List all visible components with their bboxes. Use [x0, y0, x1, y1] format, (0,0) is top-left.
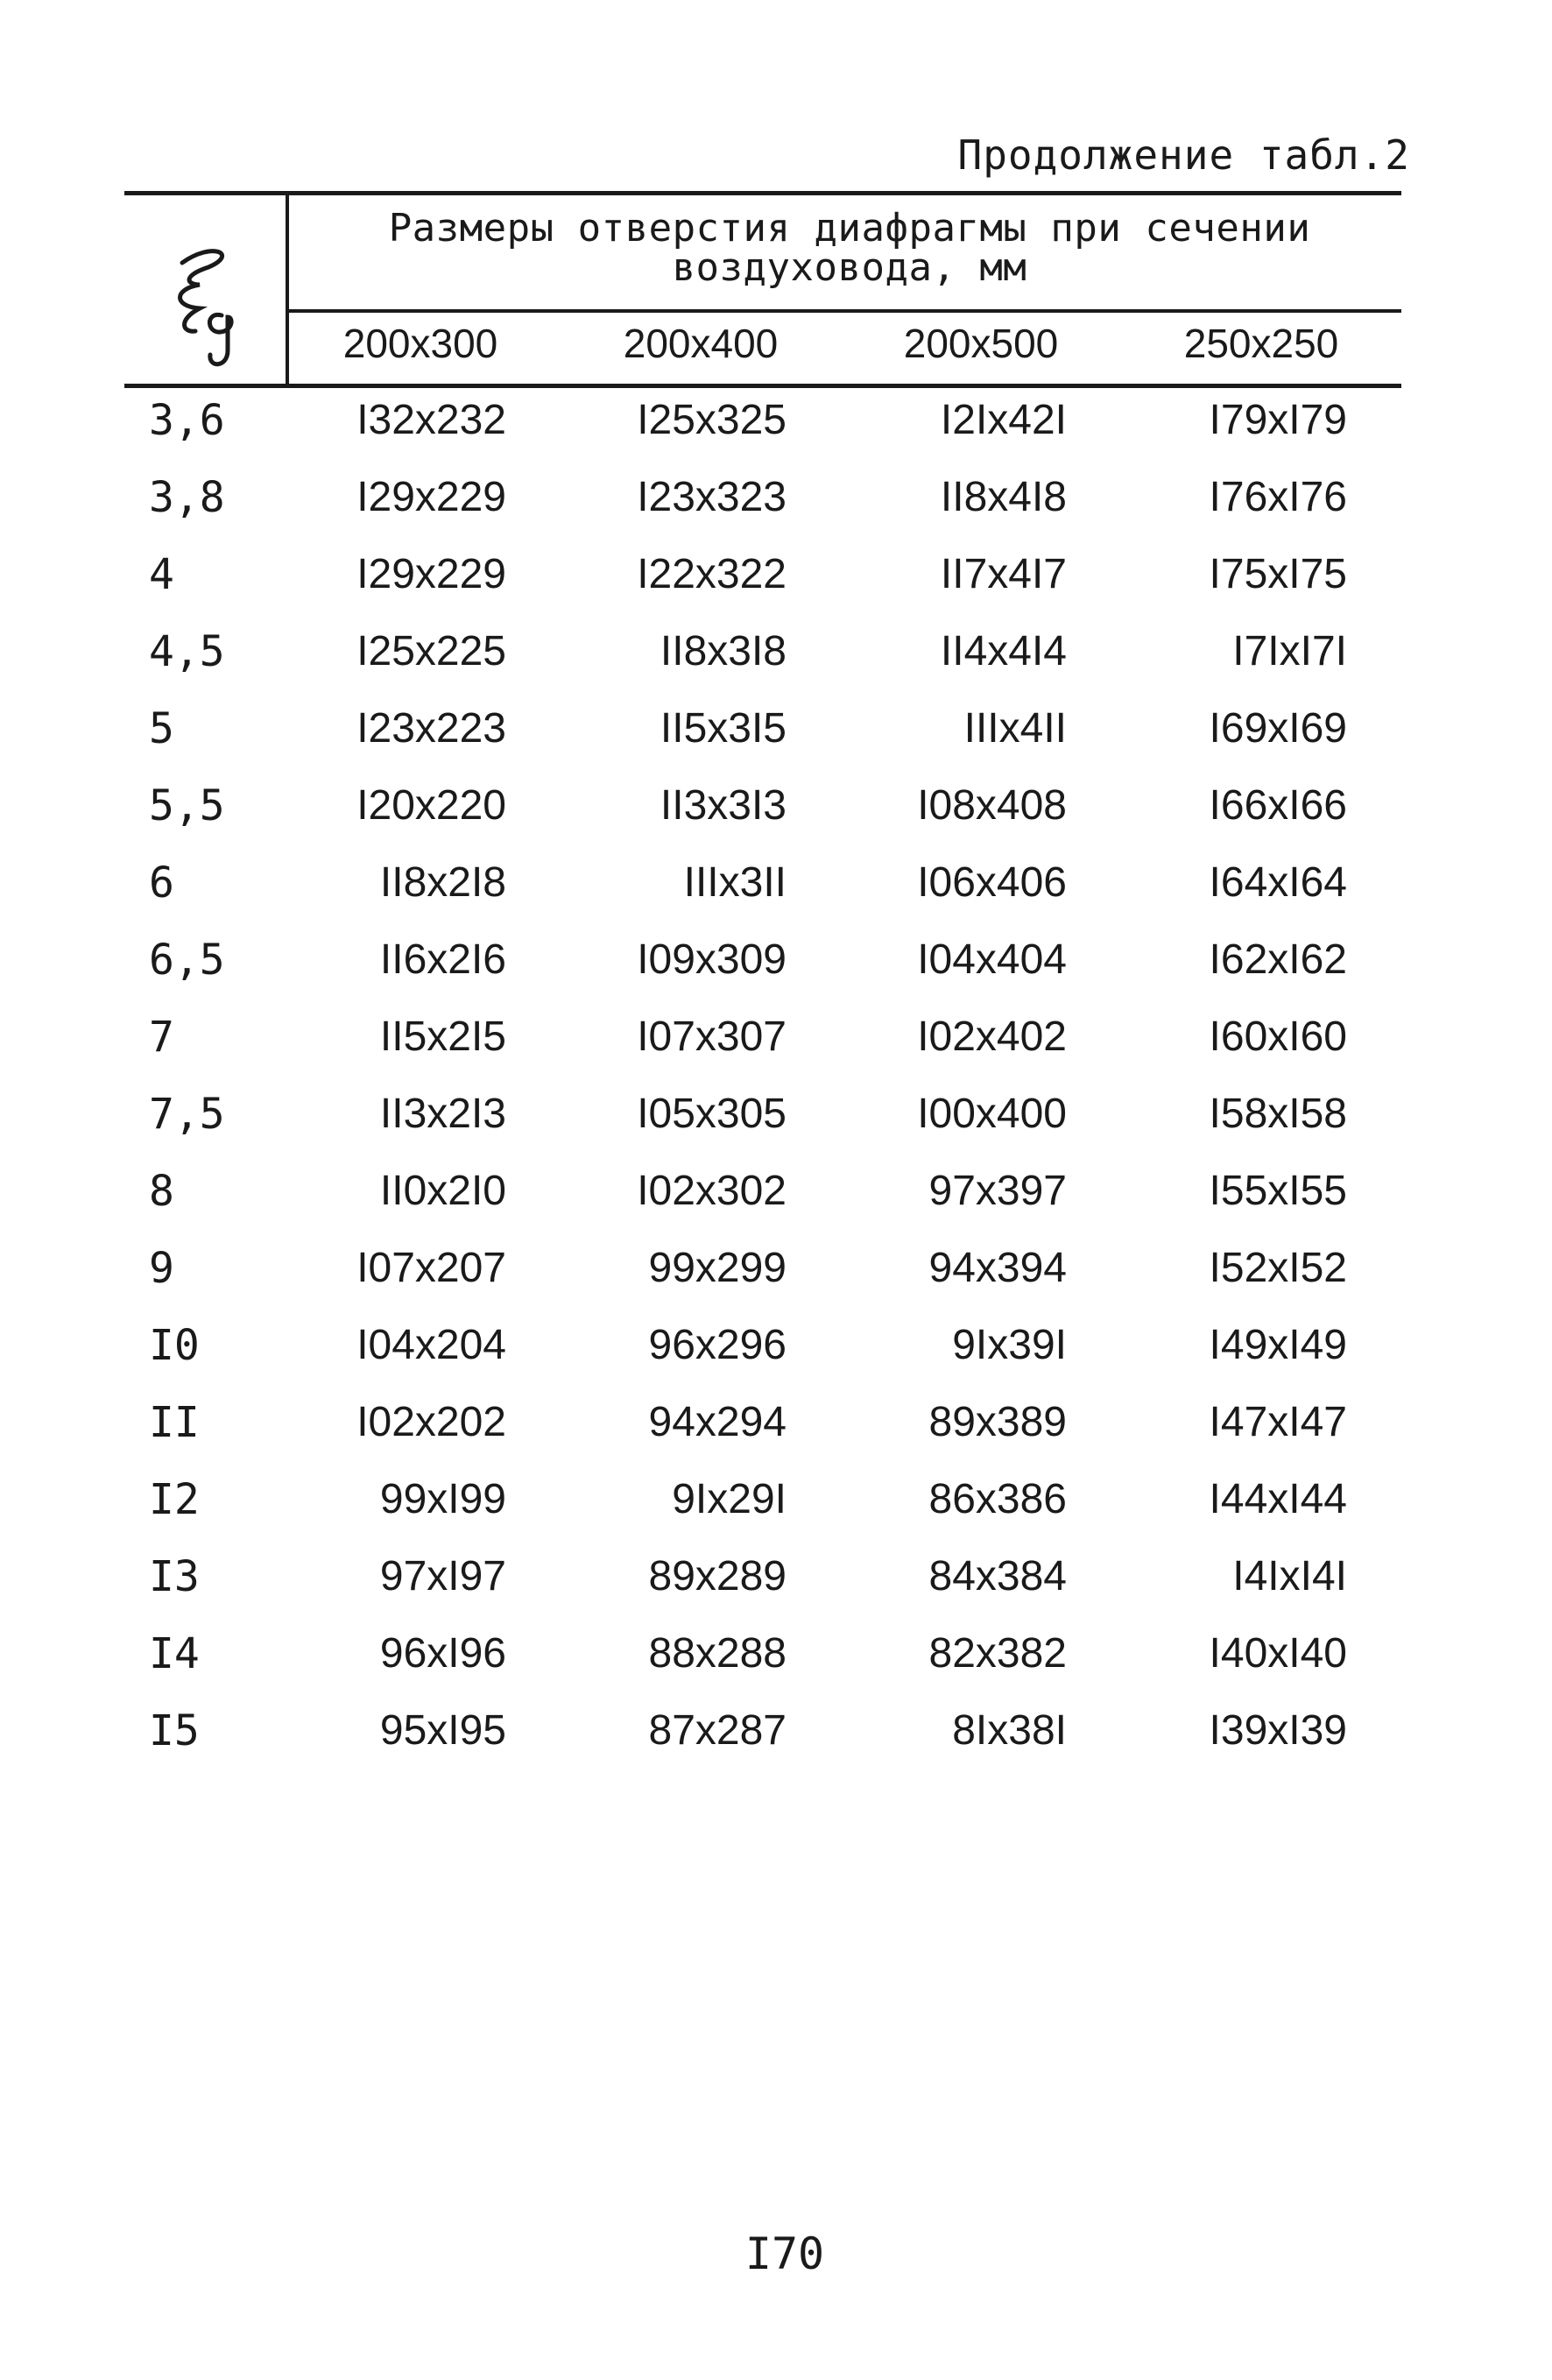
table-cell: 97x397	[928, 1168, 1067, 1214]
table-cell: I22x322	[637, 551, 787, 597]
table-cell: 96x296	[648, 1322, 787, 1368]
row-coefficient: I5	[149, 1706, 200, 1755]
table-cell: 9Ix29I	[672, 1476, 787, 1522]
column-header: 200x400	[623, 321, 779, 366]
row-coefficient: 7	[149, 1013, 174, 1062]
table-cell: I40xI40	[1209, 1630, 1347, 1677]
table-row	[0, 855, 1552, 932]
table-cell: 82x382	[928, 1630, 1067, 1677]
row-coefficient: 3,6	[149, 396, 225, 445]
table-cell: I02x302	[637, 1168, 787, 1214]
table-row	[0, 1626, 1552, 1703]
header-divider-rule	[287, 309, 1401, 313]
table-row	[0, 547, 1552, 624]
table-cell: I09x309	[637, 936, 787, 983]
row-coefficient: 8	[149, 1167, 174, 1216]
table-cell: I69xI69	[1209, 705, 1347, 752]
table-cell: II3x2I3	[379, 1091, 506, 1137]
table-cell: I52xI52	[1209, 1245, 1347, 1291]
table-row	[0, 624, 1552, 701]
table-cell: 97xI97	[379, 1553, 506, 1600]
table-cell: I58xI58	[1209, 1091, 1347, 1137]
table-cell: II3x3I3	[660, 782, 787, 829]
table-cell: I25x325	[637, 397, 787, 443]
table-row	[0, 778, 1552, 855]
table-cell: I07x207	[356, 1245, 506, 1291]
table-cell: II7x4I7	[940, 551, 1067, 597]
row-coefficient: 4	[149, 550, 174, 599]
table-cell: II5x3I5	[660, 705, 787, 752]
table-cell: 89x389	[928, 1399, 1067, 1445]
table-cell: 87x287	[648, 1707, 787, 1754]
table-row	[0, 1317, 1552, 1395]
continuation-title: Продолжение табл.2	[957, 131, 1410, 179]
table-row	[0, 392, 1552, 470]
table-row	[0, 1472, 1552, 1549]
column-header: 250x250	[1183, 321, 1339, 366]
table-cell: 94x294	[648, 1399, 787, 1445]
table-cell: 96xI96	[379, 1630, 506, 1677]
row-coefficient: 6	[149, 858, 174, 908]
table-cell: I44xI44	[1209, 1476, 1347, 1522]
row-coefficient: 4,5	[149, 627, 225, 676]
table-cell: II8x3I8	[660, 628, 787, 674]
table-cell: 8Ix38I	[952, 1707, 1067, 1754]
table-cell: I20x220	[356, 782, 506, 829]
table-cell: I25x225	[356, 628, 506, 674]
row-coefficient: II	[149, 1398, 200, 1447]
table-cell: I23x223	[356, 705, 506, 752]
table-cell: 86x386	[928, 1476, 1067, 1522]
table-cell: II0x2I0	[379, 1168, 506, 1214]
column-group-header	[298, 206, 1401, 290]
table-cell: 99x299	[648, 1245, 787, 1291]
table-cell: I64xI64	[1209, 859, 1347, 906]
table-row	[0, 470, 1552, 547]
row-coefficient: I0	[149, 1321, 200, 1370]
table-cell: I02x402	[917, 1013, 1067, 1060]
table-row	[0, 1009, 1552, 1086]
table-cell: II8x4I8	[940, 474, 1067, 520]
table-row	[0, 1240, 1552, 1317]
table-cell: 99xI99	[379, 1476, 506, 1522]
table-cell: I75xI75	[1209, 551, 1347, 597]
table-cell: IIIx4II	[963, 705, 1067, 752]
table-cell: I29x229	[356, 474, 506, 520]
row-coefficient: 9	[149, 1244, 174, 1293]
table-cell: I02x202	[356, 1399, 506, 1445]
table-top-rule	[124, 191, 1401, 195]
table-cell: I23x323	[637, 474, 787, 520]
handwritten-symbol	[147, 237, 270, 377]
table-row	[0, 1549, 1552, 1626]
table-cell: I32x232	[356, 397, 506, 443]
table-row	[0, 1395, 1552, 1472]
table-cell: 95xI95	[379, 1707, 506, 1754]
column-group-header-line-2: воздуховода, мм	[672, 245, 1027, 290]
row-coefficient: I3	[149, 1552, 200, 1601]
row-coefficient: 5,5	[149, 781, 225, 830]
column-header: 200x500	[903, 321, 1059, 366]
table-cell: II6x2I6	[379, 936, 506, 983]
table-row	[0, 932, 1552, 1009]
table-cell: I47xI47	[1209, 1399, 1347, 1445]
row-coefficient: 6,5	[149, 936, 225, 985]
row-coefficient: 5	[149, 704, 174, 753]
table-cell: II5x2I5	[379, 1013, 506, 1060]
table-cell: II4x4I4	[940, 628, 1067, 674]
table-cell: I04x404	[917, 936, 1067, 983]
row-coefficient: 3,8	[149, 473, 225, 522]
table-cell: I39xI39	[1209, 1707, 1347, 1754]
header-bottom-rule	[124, 384, 1401, 388]
row-coefficient: I4	[149, 1629, 200, 1678]
table-body	[0, 392, 1552, 1780]
column-header: 200x300	[342, 321, 498, 366]
page-number: I70	[744, 2228, 825, 2279]
table-cell: I2Ix42I	[940, 397, 1067, 443]
table-cell: I7IxI7I	[1232, 628, 1347, 674]
table-row	[0, 1703, 1552, 1780]
table-cell: I60xI60	[1209, 1013, 1347, 1060]
table-cell: I55xI55	[1209, 1168, 1347, 1214]
table-cell: I62xI62	[1209, 936, 1347, 983]
table-cell: I4IxI4I	[1232, 1553, 1347, 1600]
table-cell: 88x288	[648, 1630, 787, 1677]
table-cell: 9Ix39I	[952, 1322, 1067, 1368]
table-row	[0, 1163, 1552, 1240]
table-row	[0, 1086, 1552, 1163]
column-group-header-line-1: Размеры отверстия диафрагмы при сечении	[388, 206, 1311, 251]
row-coefficient: 7,5	[149, 1090, 225, 1139]
table-cell: I06x406	[917, 859, 1067, 906]
table-cell: I29x229	[356, 551, 506, 597]
table-cell: I05x305	[637, 1091, 787, 1137]
table-cell: IIIx3II	[683, 859, 787, 906]
table-cell: II8x2I8	[379, 859, 506, 906]
table-cell: I00x400	[917, 1091, 1067, 1137]
table-cell: I49xI49	[1209, 1322, 1347, 1368]
table-cell: I07x307	[637, 1013, 787, 1060]
table-cell: 89x289	[648, 1553, 787, 1600]
table-cell: 84x384	[928, 1553, 1067, 1600]
table-cell: I04x204	[356, 1322, 506, 1368]
table-cell: I66xI66	[1209, 782, 1347, 829]
table-cell: I76xI76	[1209, 474, 1347, 520]
table-cell: I08x408	[917, 782, 1067, 829]
table-cell: 94x394	[928, 1245, 1067, 1291]
row-coefficient: I2	[149, 1475, 200, 1524]
table-cell: I79xI79	[1209, 397, 1347, 443]
table-row	[0, 701, 1552, 778]
